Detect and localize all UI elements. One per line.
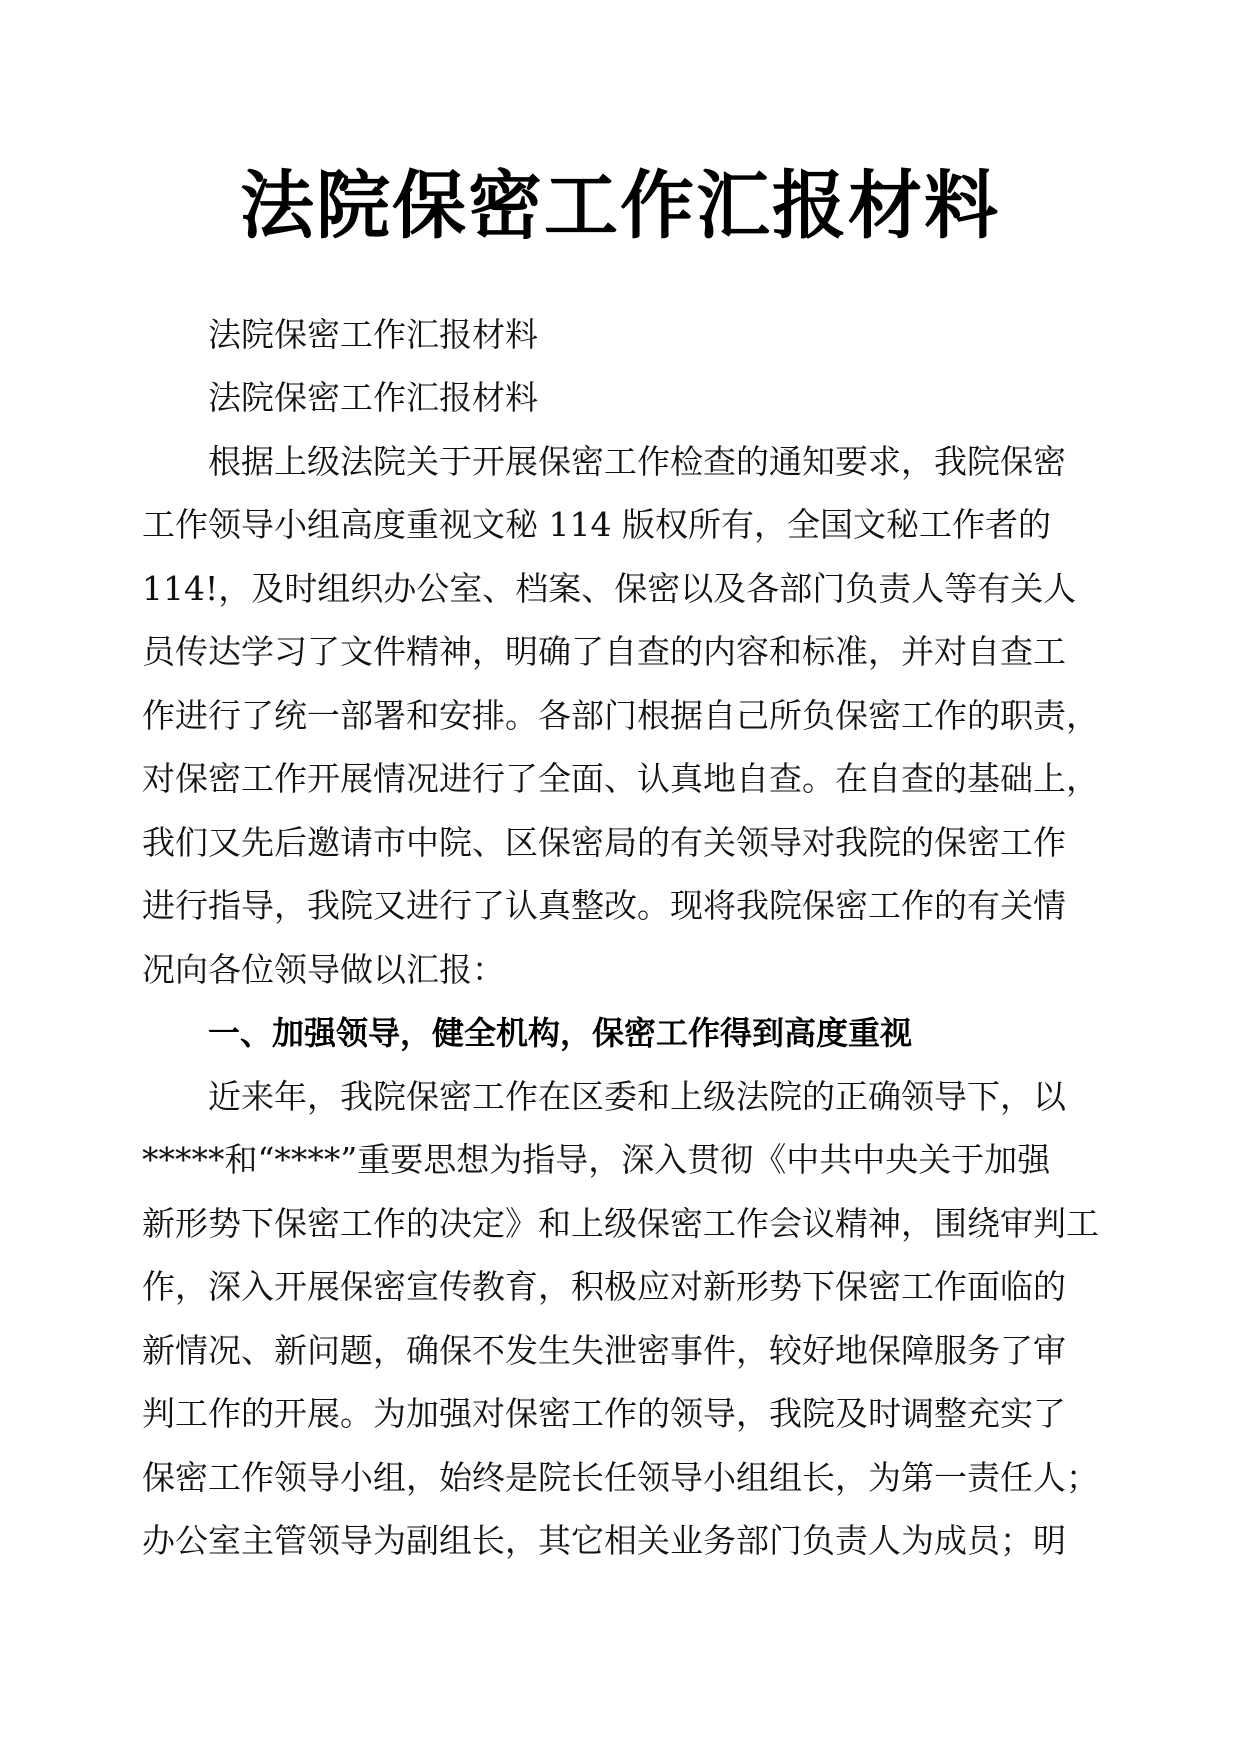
paragraph-line: 对保密工作开展情况进行了全面、认真地自查。在自查的基础上， — [142, 759, 1099, 798]
paragraph-line: 作进行了统一部署和安排。各部门根据自己所负保密工作的职责， — [142, 696, 1099, 735]
subtitle-line: 法院保密工作汇报材料 — [208, 315, 538, 354]
paragraph-line: 员传达学习了文件精神，明确了自查的内容和标准，并对自查工 — [142, 632, 1066, 671]
paragraph-line: 判工作的开展。为加强对保密工作的领导，我院及时调整充实了 — [142, 1394, 1066, 1433]
paragraph-line: 办公室主管领导为副组长，其它相关业务部门负责人为成员；明 — [142, 1521, 1066, 1560]
paragraph-line: 况向各位领导做以汇报： — [142, 950, 505, 989]
subtitle-line: 法院保密工作汇报材料 — [208, 378, 538, 417]
document-title: 法院保密工作汇报材料 — [240, 163, 1000, 249]
paragraph-line: 新形势下保密工作的决定》和上级保密工作会议精神，围绕审判工 — [142, 1204, 1099, 1243]
paragraph-line: *****和“****”重要思想为指导，深入贯彻《中共中央关于加强 — [142, 1140, 1051, 1179]
paragraph-line: 作，深入开展保密宣传教育，积极应对新形势下保密工作面临的 — [142, 1267, 1066, 1306]
paragraph-line: 保密工作领导小组，始终是院长任领导小组组长，为第一责任人； — [142, 1458, 1099, 1497]
paragraph-line: 新情况、新问题，确保不发生失泄密事件，较好地保障服务了审 — [142, 1331, 1066, 1370]
paragraph-line: 近来年，我院保密工作在区委和上级法院的正确领导下，以 — [208, 1077, 1066, 1116]
paragraph-line: 进行指导，我院又进行了认真整改。现将我院保密工作的有关情 — [142, 886, 1066, 925]
paragraph-line: 114!，及时组织办公室、档案、保密以及各部门负责人等有关人 — [142, 569, 1077, 608]
paragraph-line: 根据上级法院关于开展保密工作检查的通知要求，我院保密 — [208, 442, 1066, 481]
section-heading: 一、加强领导，健全机构，保密工作得到高度重视 — [208, 1014, 913, 1052]
paragraph-line: 我们又先后邀请市中院、区保密局的有关领导对我院的保密工作 — [142, 823, 1066, 862]
paragraph-line: 工作领导小组高度重视文秘 114 版权所有，全国文秘工作者的 — [142, 505, 1051, 544]
